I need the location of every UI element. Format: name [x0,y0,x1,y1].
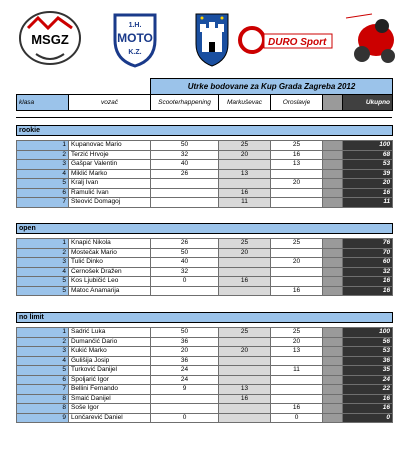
rider-name-cell: Turković Danijel [69,366,151,376]
total-points-cell: 32 [343,267,393,277]
markusevac-points-cell: 16 [219,188,271,198]
col-header-markusevac: Markuševac [219,95,271,111]
markusevac-points-cell: 20 [219,248,271,258]
svg-text:K.Z.: K.Z. [128,49,142,56]
blank-cell [323,277,343,287]
rider-name-cell: Černošek Dražen [69,267,151,277]
rider-name-cell: Lončarević Daniel [69,413,151,423]
scooterhappening-points-cell [151,394,219,404]
rider-name-cell: Kukić Marko [69,347,151,357]
rank-cell: 6 [17,375,69,385]
oroslavje-points-cell [271,375,323,385]
blank-cell [323,248,343,258]
rider-name-cell: Dumančić Dario [69,337,151,347]
oroslavje-points-cell [271,356,323,366]
rider-name-cell: Mostečak Mario [69,248,151,258]
rank-cell: 3 [17,347,69,357]
rider-name-cell: Miklić Marko [69,169,151,179]
scooterhappening-points-cell: 50 [151,141,219,151]
oroslavje-points-cell [271,277,323,287]
scooterhappening-points-cell: 50 [151,328,219,338]
rank-cell: 5 [17,179,69,189]
oroslavje-points-cell: 13 [271,160,323,170]
section-table-rookie [16,125,393,208]
rider-name-cell: Špoljarić Igor [69,375,151,385]
rider-name-cell: Kupanovac Mario [69,141,151,151]
col-header-ukupno: Ukupno [343,95,393,111]
total-points-cell: 0 [343,413,393,423]
oroslavje-points-cell: 11 [271,366,323,376]
markusevac-points-cell [219,267,271,277]
markusevac-points-cell: 13 [219,169,271,179]
rank-cell: 5 [17,277,69,287]
table-row [17,179,393,189]
total-points-cell: 11 [343,198,393,208]
scooterhappening-points-cell: 0 [151,413,219,423]
blank-cell [323,239,343,249]
blank-cell [323,179,343,189]
oroslavje-points-cell [271,169,323,179]
svg-text:MSGZ: MSGZ [31,32,69,47]
scooterhappening-points-cell: 32 [151,267,219,277]
moto-club-logo [110,10,160,68]
blank-cell [323,347,343,357]
oroslavje-points-cell [271,394,323,404]
table-row [17,347,393,357]
rank-cell: 3 [17,258,69,268]
section-table-open [16,223,393,296]
scooterhappening-points-cell [151,286,219,296]
rider-name-cell: Matoc Anamarija [69,286,151,296]
markusevac-points-cell [219,413,271,423]
total-points-cell: 16 [343,394,393,404]
oroslavje-points-cell: 25 [271,239,323,249]
section-table-no-limit [16,312,393,423]
markusevac-points-cell: 25 [219,328,271,338]
oroslavje-points-cell: 0 [271,413,323,423]
rider-name-cell: Terzić Hrvoje [69,150,151,160]
blank-cell [323,413,343,423]
msgz-logo [18,10,82,68]
rank-cell: 4 [17,169,69,179]
rank-cell: 3 [17,160,69,170]
rank-cell: 2 [17,248,69,258]
table-row [17,413,393,423]
zagreb-coat-of-arms [194,10,230,68]
col-header-oroslavje: Oroslavje [271,95,323,111]
rider-name-cell: Kos Ljubičić Leo [69,277,151,287]
total-points-cell: 70 [343,248,393,258]
total-points-cell: 36 [343,356,393,366]
scooterhappening-points-cell: 40 [151,258,219,268]
total-points-cell: 56 [343,337,393,347]
total-points-cell: 53 [343,160,393,170]
blank-cell [323,198,343,208]
oroslavje-points-cell: 16 [271,404,323,414]
table-row [17,404,393,414]
total-points-cell: 35 [343,366,393,376]
rank-cell: 9 [17,413,69,423]
table-row [17,385,393,395]
oroslavje-points-cell: 20 [271,258,323,268]
table-row [17,394,393,404]
table-row [17,375,393,385]
oroslavje-points-cell [271,248,323,258]
markusevac-points-cell [219,160,271,170]
markusevac-points-cell: 25 [219,239,271,249]
oroslavje-points-cell: 13 [271,347,323,357]
total-points-cell: 39 [343,169,393,179]
oroslavje-points-cell: 20 [271,179,323,189]
blank-cell [323,160,343,170]
rank-cell: 7 [17,198,69,208]
blank-cell [323,188,343,198]
markusevac-points-cell [219,286,271,296]
rider-name-cell: Knapić Nikola [69,239,151,249]
total-points-cell: 22 [343,385,393,395]
scooterhappening-points-cell: 24 [151,375,219,385]
blank-cell [323,366,343,376]
duro-sport-logo [238,10,334,68]
rank-cell: 5 [17,286,69,296]
markusevac-points-cell: 13 [219,385,271,395]
scooterhappening-points-cell [151,198,219,208]
svg-text:1.H.: 1.H. [128,22,142,29]
table-row [17,150,393,160]
header-table [16,78,393,111]
total-points-cell: 100 [343,141,393,151]
markusevac-points-cell [219,375,271,385]
blank-cell [323,150,343,160]
rank-cell: 1 [17,141,69,151]
scooterhappening-points-cell [151,179,219,189]
blank-cell [323,328,343,338]
rider-name-cell: Ramulić Ivan [69,188,151,198]
markusevac-points-cell: 20 [219,150,271,160]
oroslavje-points-cell: 16 [271,150,323,160]
oroslavje-points-cell [271,188,323,198]
rank-cell: 4 [17,356,69,366]
col-header-scooterhappening: Scooterhappening [151,95,219,111]
rank-cell: 4 [17,267,69,277]
markusevac-points-cell [219,404,271,414]
section-title: no limit [17,313,393,323]
scooterhappening-points-cell [151,188,219,198]
blank-cell [323,141,343,151]
table-row [17,366,393,376]
table-row [17,198,393,208]
col-header-vozac: vozač [69,95,151,111]
svg-text:DURO Sport: DURO Sport [268,37,327,48]
oroslavje-points-cell [271,267,323,277]
table-row [17,356,393,366]
rider-name-cell: Tulić Dinko [69,258,151,268]
total-points-cell: 16 [343,277,393,287]
table-row [17,258,393,268]
rider-name-cell: Soše Igor [69,404,151,414]
blank-cell [323,404,343,414]
scooterhappening-points-cell: 36 [151,337,219,347]
total-points-cell: 20 [343,179,393,189]
markusevac-points-cell [219,366,271,376]
total-points-cell: 16 [343,404,393,414]
blank-cell [323,258,343,268]
rank-cell: 8 [17,394,69,404]
markusevac-points-cell [219,258,271,268]
rank-cell: 7 [17,385,69,395]
blank-cell [323,286,343,296]
table-row [17,141,393,151]
rider-name-cell: Bellini Fernando [69,385,151,395]
svg-text:MOTO: MOTO [117,31,153,45]
rank-cell: 2 [17,150,69,160]
col-header-klasa: klasa [17,95,69,111]
markusevac-points-cell [219,337,271,347]
oroslavje-points-cell: 20 [271,337,323,347]
markusevac-points-cell: 11 [219,198,271,208]
scooterhappening-points-cell: 26 [151,169,219,179]
table-row [17,286,393,296]
section-title: rookie [17,126,393,136]
oroslavje-points-cell: 16 [271,286,323,296]
markusevac-points-cell: 16 [219,394,271,404]
rider-name-cell: Smaić Danijel [69,394,151,404]
markusevac-points-cell: 25 [219,141,271,151]
blank-cell [323,169,343,179]
oroslavje-points-cell [271,385,323,395]
blank-cell [323,385,343,395]
blank-cell [323,267,343,277]
table-row [17,328,393,338]
blank-cell [323,394,343,404]
markusevac-points-cell: 16 [219,277,271,287]
scooterhappening-points-cell: 20 [151,347,219,357]
page-title: Utrke bodovane za Kup Grada Zagreba 2012 [151,79,393,95]
scooterhappening-points-cell: 24 [151,366,219,376]
total-points-cell: 76 [343,239,393,249]
table-row [17,267,393,277]
rank-cell: 2 [17,337,69,347]
table-row [17,248,393,258]
rank-cell: 5 [17,366,69,376]
blank-cell [323,337,343,347]
oroslavje-points-cell: 25 [271,328,323,338]
table-row [17,188,393,198]
scooterhappening-points-cell: 40 [151,160,219,170]
scooterhappening-points-cell: 32 [151,150,219,160]
table-row [17,239,393,249]
scooterhappening-points-cell: 36 [151,356,219,366]
scooterhappening-points-cell [151,404,219,414]
rider-name-cell: Sadrić Luka [69,328,151,338]
total-points-cell: 100 [343,328,393,338]
blank-cell [323,356,343,366]
oroslavje-points-cell: 25 [271,141,323,151]
rank-cell: 6 [17,188,69,198]
rider-name-cell: Gašpar Valentin [69,160,151,170]
rider-name-cell: Gulišija Josip [69,356,151,366]
rank-cell: 1 [17,239,69,249]
total-points-cell: 53 [343,347,393,357]
table-row [17,337,393,347]
scooterhappening-points-cell: 26 [151,239,219,249]
table-row [17,277,393,287]
markusevac-points-cell [219,356,271,366]
scooterhappening-points-cell: 0 [151,277,219,287]
scooterhappening-points-cell: 50 [151,248,219,258]
total-points-cell: 24 [343,375,393,385]
section-title: open [17,224,393,234]
total-points-cell: 16 [343,188,393,198]
markusevac-points-cell: 20 [219,347,271,357]
rider-name-cell: Kralj Ivan [69,179,151,189]
markusevac-points-cell [219,179,271,189]
total-points-cell: 60 [343,258,393,268]
rank-cell: 8 [17,404,69,414]
rank-cell: 1 [17,328,69,338]
motorbike-rider-image [342,10,398,68]
table-row [17,169,393,179]
total-points-cell: 16 [343,286,393,296]
scooterhappening-points-cell: 9 [151,385,219,395]
total-points-cell: 68 [343,150,393,160]
logo-strip [16,10,392,70]
oroslavje-points-cell [271,198,323,208]
table-row [17,160,393,170]
blank-cell [323,375,343,385]
rider-name-cell: Šteović Domagoj [69,198,151,208]
